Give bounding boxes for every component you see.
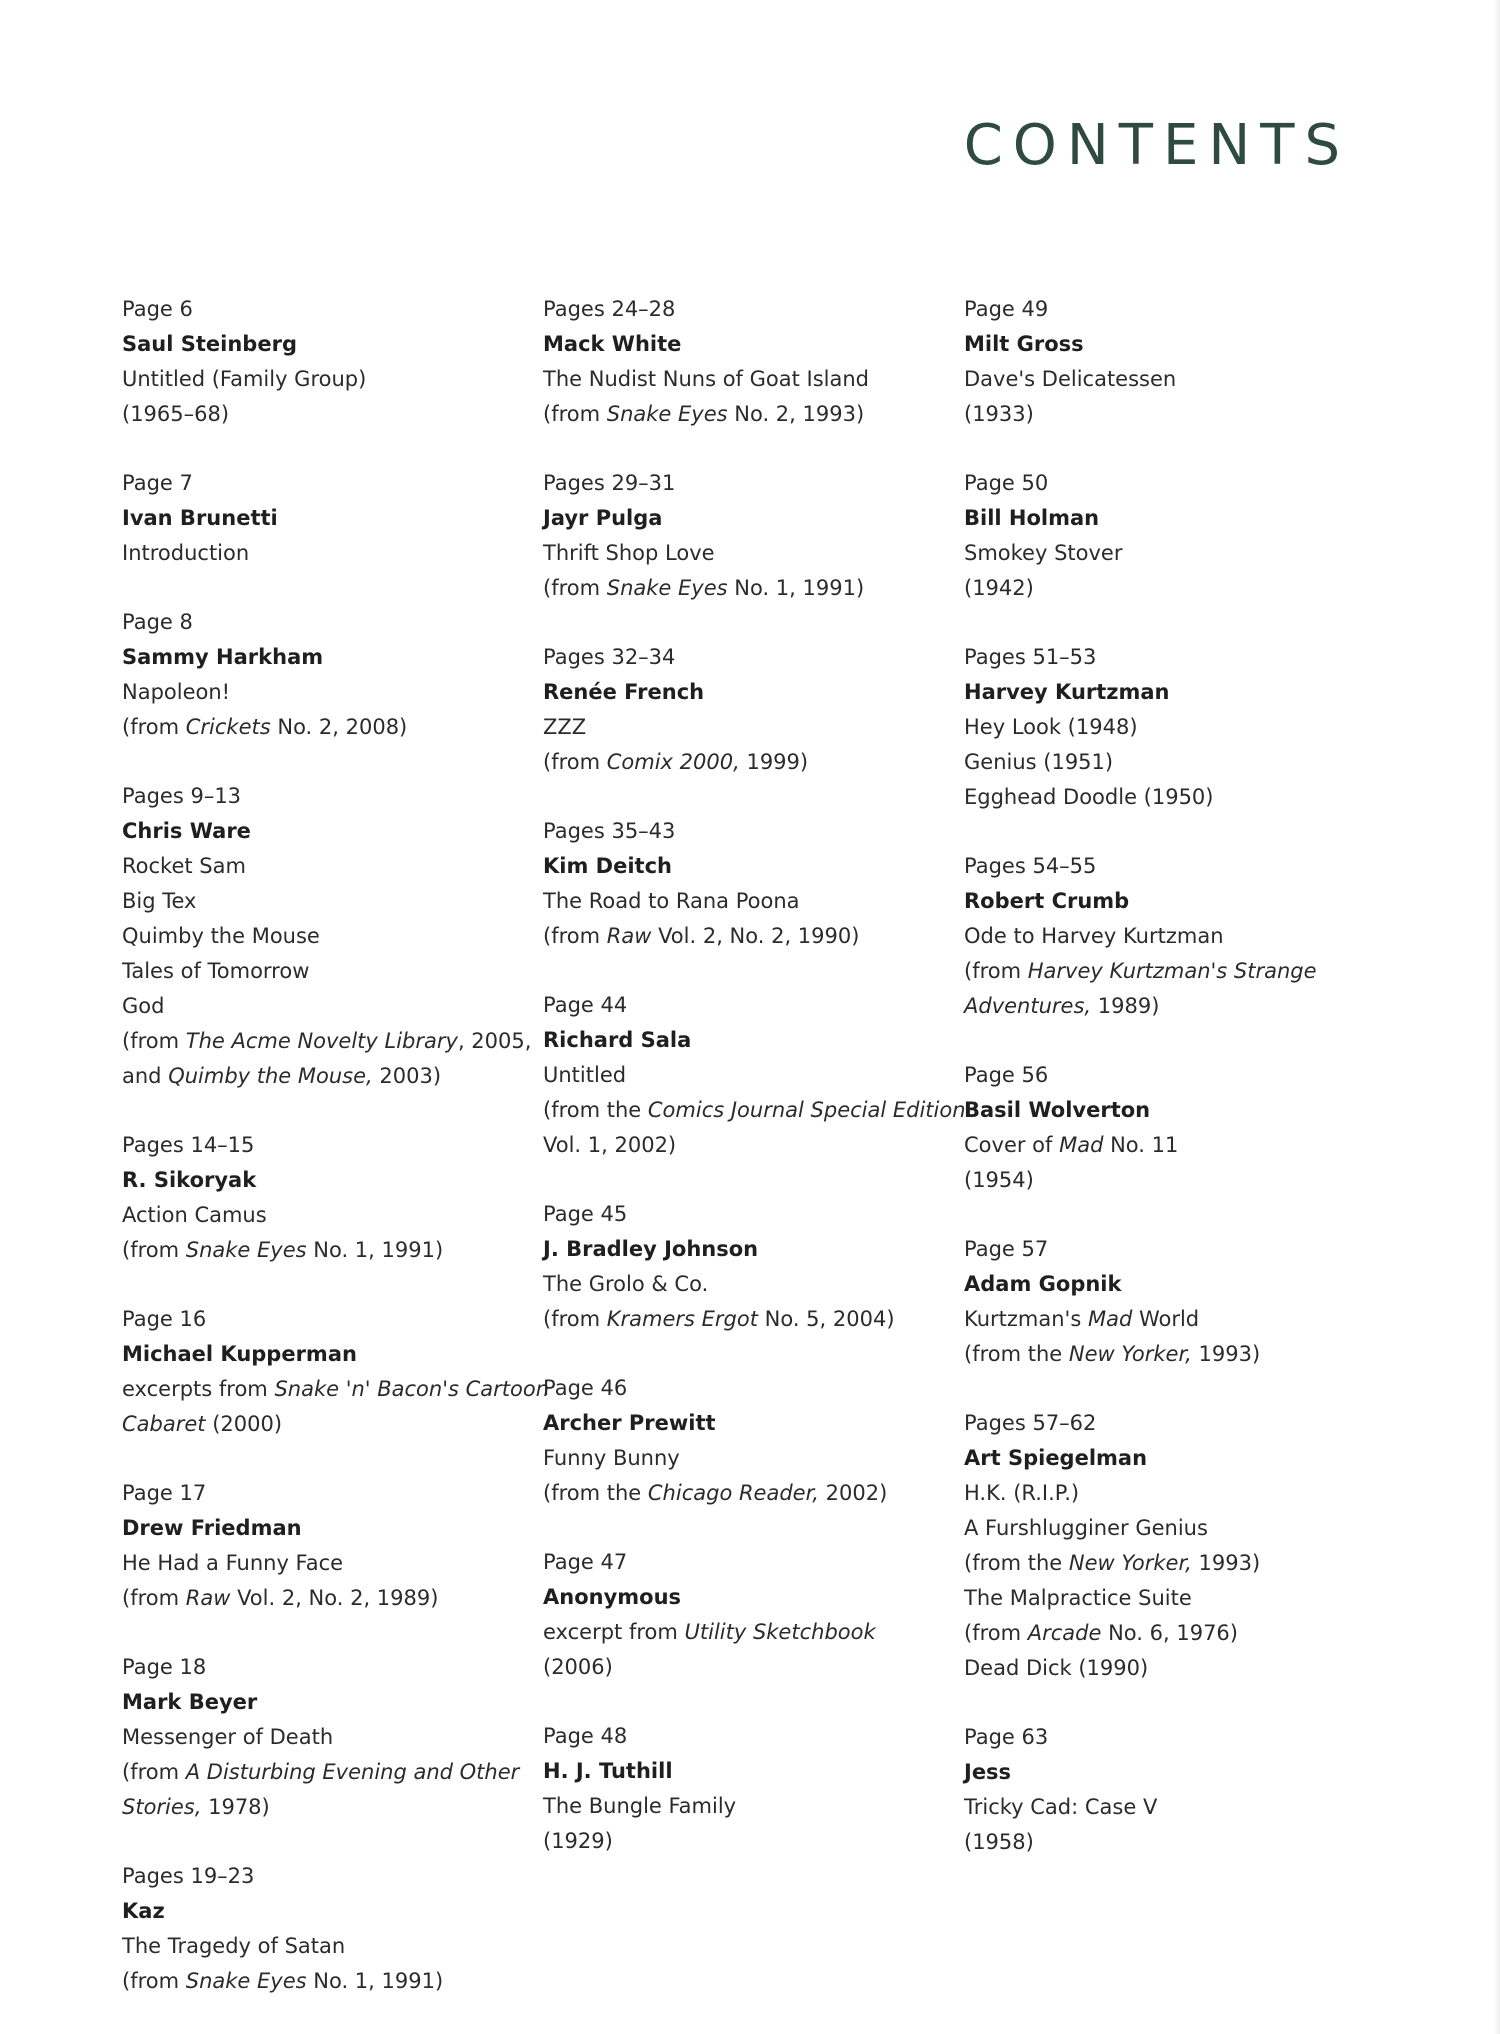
entry-work-line: (from the New Yorker, 1993) — [964, 1342, 1261, 1366]
entry-pages: Page 8 — [122, 610, 193, 634]
entry-pages: Pages 54–55 — [964, 854, 1097, 878]
contents-entry — [122, 292, 522, 432]
contents-entry — [543, 1719, 943, 1859]
entry-artist: Anonymous — [543, 1585, 682, 1609]
entry-work-line: and Quimby the Mouse, 2003) — [122, 1064, 442, 1088]
entry-work-line: Tricky Cad: Case V — [964, 1795, 1158, 1819]
entry-pages: Page 18 — [122, 1655, 207, 1679]
contents-entry — [543, 292, 943, 432]
entry-artist: J. Bradley Johnson — [543, 1237, 759, 1261]
contents-entry — [543, 814, 943, 954]
entry-artist: Bill Holman — [964, 506, 1100, 530]
entry-work-line: Untitled (Family Group) — [122, 367, 367, 391]
entry-work-line: excerpts from Snake 'n' Bacon's Cartoon — [122, 1377, 550, 1401]
entry-artist: Renée French — [543, 680, 705, 704]
entry-work-line: (from Snake Eyes No. 1, 1991) — [122, 1969, 444, 1993]
entry-work-line: A Furshlugginer Genius — [964, 1516, 1208, 1540]
entry-pages: Pages 29–31 — [543, 471, 676, 495]
entry-work-line: Smokey Stover — [964, 541, 1123, 565]
entry-artist: Milt Gross — [964, 332, 1084, 356]
entry-pages: Page 48 — [543, 1724, 628, 1748]
contents-entry — [964, 292, 1364, 432]
entry-pages: Pages 19–23 — [122, 1864, 255, 1888]
entry-pages: Page 17 — [122, 1481, 207, 1505]
entry-work-line: Messenger of Death — [122, 1725, 334, 1749]
entry-work-line: Napoleon! — [122, 680, 231, 704]
entry-artist: Jayr Pulga — [543, 506, 663, 530]
entry-work-line: (1933) — [964, 402, 1034, 426]
page-edge — [1494, 0, 1500, 2034]
entry-work-line: (from Snake Eyes No. 2, 1993) — [543, 402, 865, 426]
entry-work-line: (from Raw Vol. 2, No. 2, 1989) — [122, 1586, 439, 1610]
entry-work-line: (from A Disturbing Evening and Other — [122, 1760, 520, 1784]
contents-column-2 — [543, 292, 966, 1893]
contents-entry — [122, 1476, 522, 1616]
entry-artist: Richard Sala — [543, 1028, 692, 1052]
entry-work-line: H.K. (R.I.P.) — [964, 1481, 1080, 1505]
entry-work-line: The Bungle Family — [543, 1794, 737, 1818]
contents-entry — [543, 466, 943, 606]
entry-work-line: Stories, 1978) — [122, 1795, 270, 1819]
entry-work-line: Kurtzman's Mad World — [964, 1307, 1200, 1331]
entry-pages: Pages 9–13 — [122, 784, 242, 808]
entry-work-line: Rocket Sam — [122, 854, 246, 878]
entry-work-line: The Grolo & Co. — [543, 1272, 709, 1296]
entry-artist: Archer Prewitt — [543, 1411, 716, 1435]
entry-pages: Pages 24–28 — [543, 297, 676, 321]
entry-work-line: The Tragedy of Satan — [122, 1934, 346, 1958]
contents-entry — [543, 988, 966, 1163]
entry-work-line: (1929) — [543, 1829, 613, 1853]
entry-work-line: (1958) — [964, 1830, 1034, 1854]
entry-work-line: (from Comix 2000, 1999) — [543, 750, 809, 774]
entry-work-line: Funny Bunny — [543, 1446, 680, 1470]
contents-entry — [964, 1058, 1364, 1198]
entry-work-line: Genius (1951) — [964, 750, 1114, 774]
page-title: CONTENTS — [963, 113, 1350, 178]
entry-work-line: Cover of Mad No. 11 — [964, 1133, 1179, 1157]
entry-work-line: Vol. 1, 2002) — [543, 1133, 677, 1157]
entry-work-line: (from The Acme Novelty Library, 2005, — [122, 1029, 532, 1053]
entry-pages: Page 46 — [543, 1376, 628, 1400]
entry-pages: Page 57 — [964, 1237, 1049, 1261]
entry-pages: Page 49 — [964, 297, 1049, 321]
entry-work-line: Adventures, 1989) — [964, 994, 1160, 1018]
contents-entry — [122, 605, 522, 745]
entry-work-line: (from Snake Eyes No. 1, 1991) — [543, 576, 865, 600]
entry-work-line: (from Arcade No. 6, 1976) — [964, 1621, 1238, 1645]
contents-entry — [122, 1650, 522, 1825]
entry-pages: Pages 35–43 — [543, 819, 676, 843]
entry-work-line: Quimby the Mouse — [122, 924, 320, 948]
entry-work-line: (1942) — [964, 576, 1034, 600]
entry-work-line: (from Snake Eyes No. 1, 1991) — [122, 1238, 444, 1262]
entry-work-line: God — [122, 994, 165, 1018]
entry-work-line: (from Harvey Kurtzman's Strange — [964, 959, 1317, 983]
entry-work-line: Big Tex — [122, 889, 197, 913]
entry-artist: Robert Crumb — [964, 889, 1130, 913]
entry-work-line: Action Camus — [122, 1203, 267, 1227]
entry-work-line: Dead Dick (1990) — [964, 1656, 1149, 1680]
entry-artist: Mack White — [543, 332, 682, 356]
entry-pages: Pages 51–53 — [964, 645, 1097, 669]
entry-work-line: He Had a Funny Face — [122, 1551, 344, 1575]
entry-pages: Page 50 — [964, 471, 1049, 495]
contents-entry — [122, 1859, 522, 1999]
entry-artist: Drew Friedman — [122, 1516, 302, 1540]
entry-artist: Ivan Brunetti — [122, 506, 278, 530]
entry-pages: Pages 57–62 — [964, 1411, 1097, 1435]
entry-work-line: Introduction — [122, 541, 250, 565]
entry-artist: Harvey Kurtzman — [964, 680, 1170, 704]
entry-artist: H. J. Tuthill — [543, 1759, 673, 1783]
entry-artist: Kaz — [122, 1899, 165, 1923]
entry-artist: Basil Wolverton — [964, 1098, 1151, 1122]
contents-entry — [122, 779, 532, 1094]
contents-entry — [964, 849, 1364, 1024]
entry-artist: Jess — [964, 1760, 1012, 1784]
entry-work-line: Hey Look (1948) — [964, 715, 1138, 739]
entry-work-line: excerpt from Utility Sketchbook — [543, 1620, 876, 1644]
entry-pages: Page 56 — [964, 1063, 1049, 1087]
entry-artist: Kim Deitch — [543, 854, 672, 878]
entry-work-line: The Road to Rana Poona — [543, 889, 800, 913]
entry-pages: Page 45 — [543, 1202, 628, 1226]
entry-work-line: Dave's Delicatessen — [964, 367, 1177, 391]
entry-work-line: Untitled — [543, 1063, 627, 1087]
entry-work-line: ZZZ — [543, 715, 587, 739]
contents-entry — [543, 640, 943, 780]
entry-pages: Page 63 — [964, 1725, 1049, 1749]
entry-artist: Saul Steinberg — [122, 332, 297, 356]
contents-entry — [964, 1406, 1364, 1686]
entry-artist: Art Spiegelman — [964, 1446, 1148, 1470]
entry-work-line: (from Raw Vol. 2, No. 2, 1990) — [543, 924, 860, 948]
entry-pages: Page 6 — [122, 297, 193, 321]
entry-work-line: (from Kramers Ergot No. 5, 2004) — [543, 1307, 895, 1331]
entry-pages: Pages 32–34 — [543, 645, 676, 669]
entry-artist: Chris Ware — [122, 819, 251, 843]
entry-work-line: The Nudist Nuns of Goat Island — [543, 367, 870, 391]
entry-artist: Mark Beyer — [122, 1690, 258, 1714]
entry-pages: Page 47 — [543, 1550, 628, 1574]
entry-work-line: Tales of Tomorrow — [122, 959, 310, 983]
entry-work-line: Egghead Doodle (1950) — [964, 785, 1214, 809]
entry-work-line: (from Crickets No. 2, 2008) — [122, 715, 408, 739]
entry-work-line: (1965–68) — [122, 402, 230, 426]
entry-work-line: (from the Chicago Reader, 2002) — [543, 1481, 888, 1505]
contents-entry — [543, 1197, 943, 1337]
contents-entry — [122, 466, 522, 571]
contents-column-1 — [122, 292, 550, 2033]
entry-work-line: (1954) — [964, 1168, 1034, 1192]
entry-pages: Page 7 — [122, 471, 193, 495]
contents-column-3 — [964, 292, 1364, 1894]
contents-entry — [543, 1545, 943, 1685]
contents-entry — [964, 466, 1364, 606]
entry-artist: Michael Kupperman — [122, 1342, 357, 1366]
entry-artist: R. Sikoryak — [122, 1168, 257, 1192]
entry-work-line: Thrift Shop Love — [543, 541, 715, 565]
contents-entry — [122, 1302, 550, 1442]
entry-artist: Sammy Harkham — [122, 645, 324, 669]
contents-entry — [122, 1128, 522, 1268]
contents-entry — [964, 640, 1364, 815]
entry-pages: Page 16 — [122, 1307, 207, 1331]
entry-pages: Page 44 — [543, 993, 628, 1017]
contents-entry — [543, 1371, 943, 1511]
entry-pages: Pages 14–15 — [122, 1133, 255, 1157]
entry-work-line: (from the Comics Journal Special Edition — [543, 1098, 966, 1122]
entry-work-line: The Malpractice Suite — [964, 1586, 1192, 1610]
contents-entry — [964, 1232, 1364, 1372]
entry-artist: Adam Gopnik — [964, 1272, 1122, 1296]
entry-work-line: Ode to Harvey Kurtzman — [964, 924, 1224, 948]
entry-work-line: (2006) — [543, 1655, 613, 1679]
entry-work-line: Cabaret (2000) — [122, 1412, 283, 1436]
entry-work-line: (from the New Yorker, 1993) — [964, 1551, 1261, 1575]
contents-entry — [964, 1720, 1364, 1860]
